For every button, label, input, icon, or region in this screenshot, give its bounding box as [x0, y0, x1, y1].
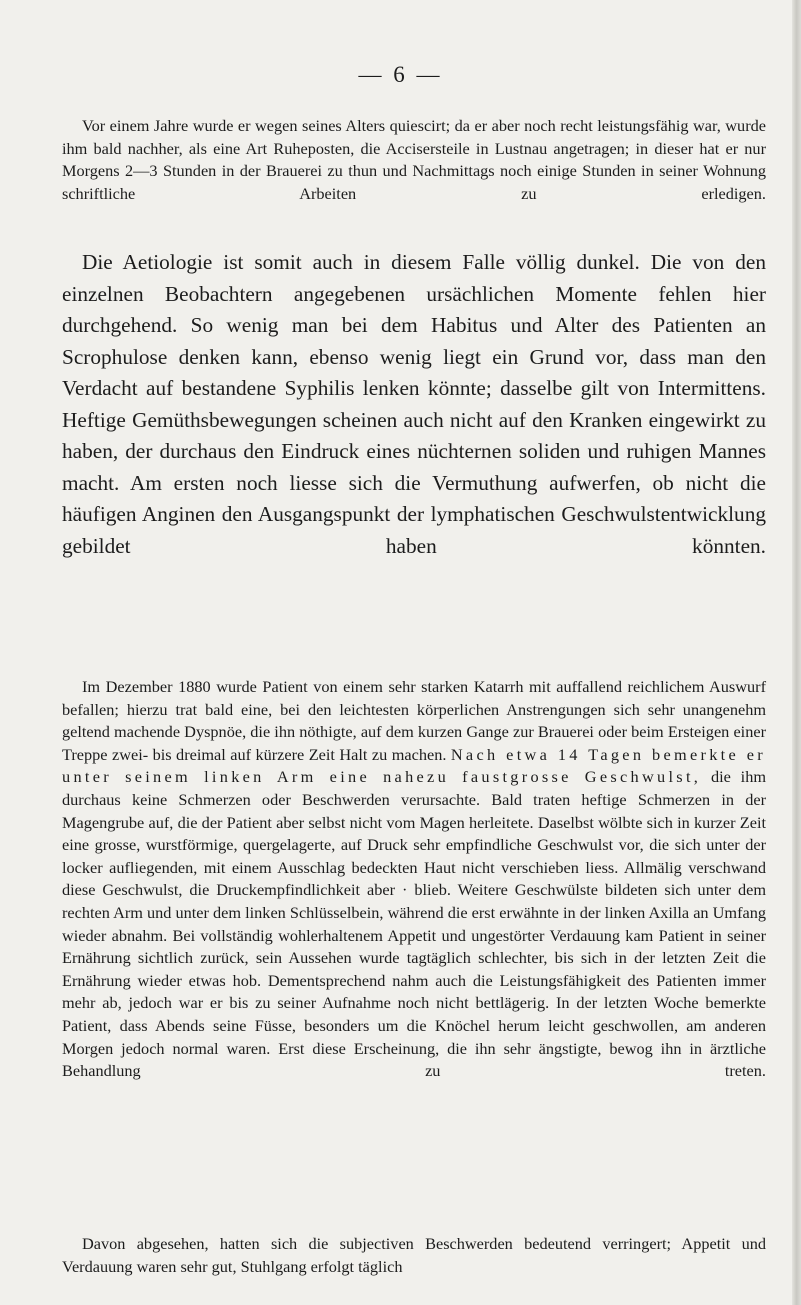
- paragraph-3-text-start: Im Dezember 1880 wurde Patient von einem sehr starken Katarrh mit auffallend reichlichem Auswurf befallen; hierzu trat bald eine, bei den leichtesten körperlichen Anstrengungen sich sehr unangenehm geltend machende Dyspnöe, die ihn nöthigte, auf dem kurzen Gange zur Brauerei oder beim Ersteigen einer Treppe zwei- bis dreimal auf kürzere Zeit Halt zu machen.: [62, 677, 766, 764]
- paragraph-3-text-end: die ihm durchaus keine Schmerzen oder Beschwerden verursachte. Bald traten heftige Schmerzen in der Magengrube auf, die der Patient aber selbst nicht vom Magen herleitete. Daselbst wölbte sich in kurzer Zeit eine grosse, wurstförmige, quergelagerte, auf Druck sehr empfindliche Geschwulst vor, die sich unter der locker aufliegenden, mit einem Ausschlag bedeckten Haut nicht verschieben liess. Allmälig verschwand diese Geschwulst, die Druckempfindlichkeit aber · blieb. Weitere Geschwülste bildeten sich unter dem rechten Arm und unter dem linken Schlüsselbein, während die erst erwähnte in der linken Axilla an Umfang wieder abnahm. Bei vollständig wohlerhaltenem Appetit und ungestörter Verdauung kam Patient in seiner Ernährung sichtlich zurück, sein Aussehen wurde tagtäglich schlechter, bis sich in der letzten Zeit die Ernährung wieder etwas hob. Dementsprechend nahm auch die Leistungsfähigkeit des Patienten immer mehr ab, jedoch war er bis zu seiner Aufnahme noch nicht bettlägerig. In der letzten Woche bemerkte Patient, dass Abends seine Füsse, besonders um die Knöchel herum leicht geschwollen, am anderen Morgen jedoch normal waren. Erst diese Erscheinung, die ihn sehr ängstigte, bewog ihn in ärztliche Behandlung zu treten.: [62, 767, 766, 1081]
- paragraph-2-aetiologie: Die Aetiologie ist somit auch in diesem Falle völlig dunkel. Die von den einzelnen Beobachtern angegebenen ursächlichen Momente fehlen hier durchgehend. So wenig man bei dem Habitus und Alter des Patienten an Scrophulose denken kann, ebenso wenig liegt ein Grund vor, dass man den Verdacht auf bestandene Syphilis lenken könnte; dasselbe gilt von Intermittens. Heftige Gemüthsbewegungen scheinen auch nicht auf den Kranken eingewirkt zu haben, der durchaus den Eindruck eines nüchternen soliden und ruhigen Mannes macht. Am ersten noch liesse sich die Vermuthung aufwerfen, ob nicht die häufigen Anginen den Ausgangspunkt der lymphatischen Geschwulstentwicklung gebildet haben könnten.: [62, 250, 766, 558]
- paragraph-4: Davon abgesehen, hatten sich die subjectiven Beschwerden bedeutend verringert; Appetit und Verdauung waren sehr gut, Stuhlgang erfolgt täglich: [62, 1234, 766, 1276]
- paragraph-3-krankengeschichte: [62, 676, 766, 1083]
- page-edge-shadow: [792, 0, 801, 1305]
- page-number: — 6 —: [358, 62, 443, 87]
- paragraph-1: Vor einem Jahre wurde er wegen seines Alters quiescirt; da er aber noch recht leistungsfähig war, wurde ihm bald nachher, als eine Art Ruheposten, die Accisersteile in Lustnau angetragen; in dieser hat er nur Morgens 2—3 Stunden in der Brauerei zu thun und Nachmittags noch einige Stunden in seiner Wohnung schriftliche Arbeiten zu erledigen.: [62, 116, 766, 203]
- paragraph-3-spaced-emphasis: Nach etwa 14 Tagen bemerkte er unter seinem linken Arm eine nahezu faustgrosse Geschwulst,: [62, 744, 766, 787]
